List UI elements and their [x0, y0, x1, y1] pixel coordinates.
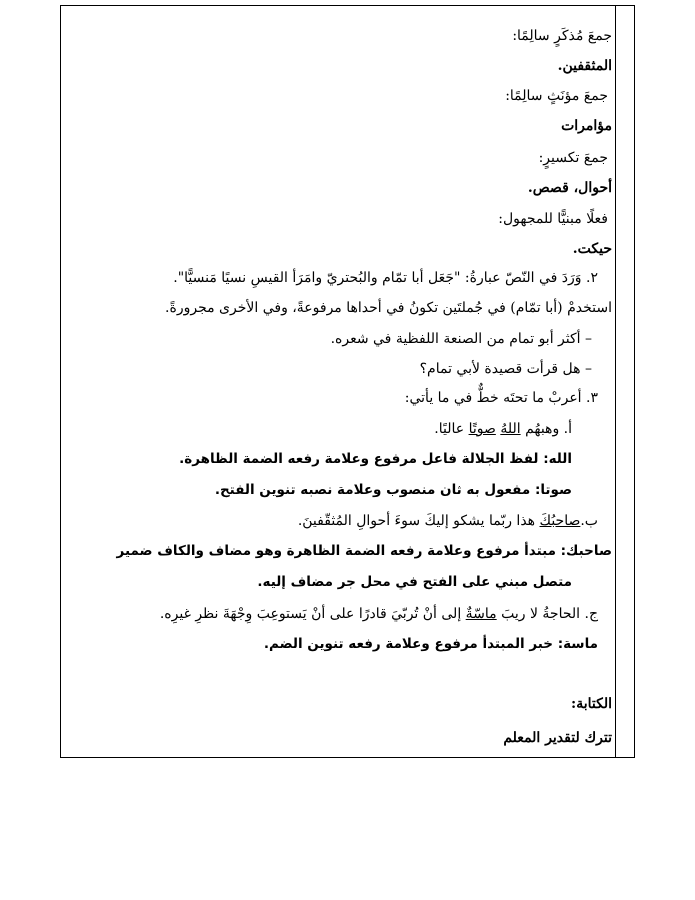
sentence-c: ج. الحاجةُ لا ريبَ ماسّةٌ إلى أنْ تُربّيَ قادرًا على أنْ يَستوعِبَ وِجْهَةَ نظرِ غيرِه.	[159, 606, 598, 622]
answer-2-sentence-2: – هل قرأت قصيدة لأبي تمام؟	[419, 361, 592, 377]
writing-note: تترك لتقدير المعلم	[503, 730, 612, 746]
question-2-instruction: استخدمْ (أبا تمّام) في جُملتَين تكونُ في أحداها مرفوعةً، وفي الأخرى مجرورةً.	[165, 300, 612, 316]
parsing-sahibuk-line-2: متصل مبني على الفتح في محل جر مضاف إليه.	[257, 574, 572, 590]
heading-broken-plural: جمعَ تكسيرٍ:	[538, 150, 608, 166]
answer-passive-verb: حيكت.	[572, 241, 612, 257]
underlined-word-sawtan: صوتًا	[468, 421, 496, 437]
answer-broken-plural: أحوال، قصص.	[527, 180, 612, 196]
question-3: ٣. أعربْ ما تحتَه خطٌّ في ما يأتي:	[404, 390, 598, 406]
underlined-word-sahibuk: صاحبُكَ	[539, 513, 581, 529]
writing-heading: الكتابة:	[571, 696, 612, 712]
heading-sound-feminine-plural: جمعَ مؤنَثٍ سالِمًا:	[505, 88, 608, 104]
answer-feminine-plural: مؤامرات	[561, 118, 612, 134]
sentence-b: ب.صاحبُكَ هذا ربّما يشكو إليكَ سوءَ أحوالِ المُثقّفينَ.	[297, 513, 598, 529]
heading-sound-masculine-plural: جمعَ مُذكَرٍ سالِمًا:	[512, 28, 612, 44]
question-2: ٢. وَرَدَ في النّصّ عبارةُ: "جَعَل أبا تمّام والبُحتريّ وامَرَأ القيسِ نسيًا مَنسيًّا".	[173, 270, 598, 286]
underlined-word-allah: اللهُ	[500, 421, 521, 437]
parsing-sahibuk-line-1: صاحبك: مبتدأ مرفوع وعلامة رفعه الضمة الظاهرة وهو مضاف والكاف ضمير	[116, 543, 612, 559]
underlined-word-massa: ماسّةٌ	[465, 606, 497, 622]
answer-masculine-plural: المثقفين.	[557, 58, 612, 74]
column-divider	[615, 6, 616, 757]
parsing-sawtan: صوتا: مفعول به ثان منصوب وعلامة نصبه تنوين الفتح.	[214, 482, 572, 498]
parsing-allah: الله: لفظ الجلالة فاعل مرفوع وعلامة رفعه الضمة الظاهرة.	[179, 451, 572, 467]
parsing-massa: ماسة: خبر المبتدأ مرفوع وعلامة رفعه تنوين الضم.	[263, 636, 598, 652]
heading-passive-verb: فعلًا مبنيًّا للمجهول:	[498, 211, 608, 227]
sentence-a: أ. وهبهُم اللهُ صوتًا عاليًا.	[434, 421, 572, 437]
worksheet-table	[60, 5, 635, 758]
answer-2-sentence-1: – أكثر أبو تمام من الصنعة اللفظية في شعره.	[330, 331, 592, 347]
